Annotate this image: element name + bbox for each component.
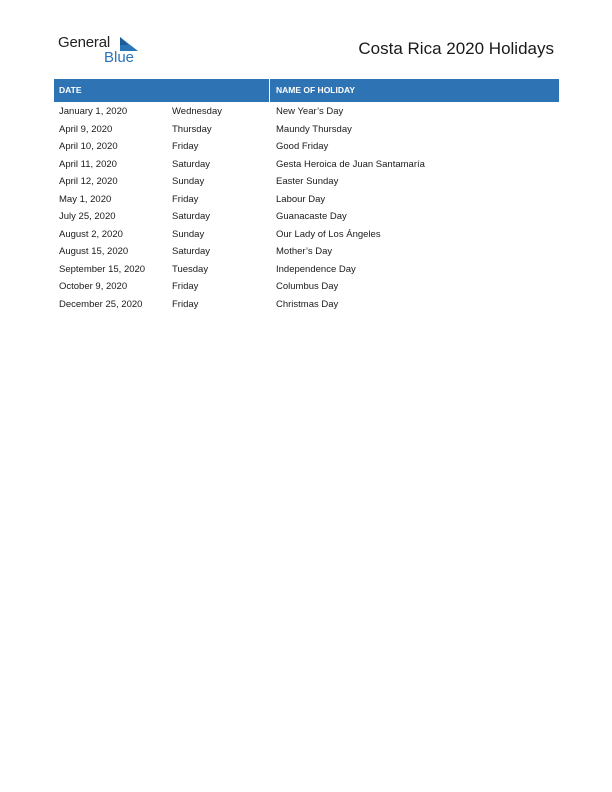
table-row: [54, 278, 559, 296]
holiday-date: October 9, 2020: [59, 281, 128, 292]
holiday-name: Good Friday: [276, 141, 329, 152]
table-row: [54, 243, 559, 261]
holiday-date: December 25, 2020: [59, 298, 143, 310]
table-row: [54, 296, 559, 314]
holiday-weekday: Saturday: [172, 246, 211, 257]
holiday-weekday: Saturday: [172, 211, 211, 222]
logo: [58, 34, 148, 68]
holiday-name: Christmas Day: [276, 298, 339, 310]
holiday-date: April 11, 2020: [59, 158, 117, 170]
holiday-name: Labour Day: [276, 193, 326, 205]
holiday-date: August 15, 2020: [59, 246, 129, 257]
holiday-name: Maundy Thursday: [276, 123, 352, 135]
table-row: [54, 121, 559, 139]
holiday-date: April 12, 2020: [59, 176, 118, 187]
holiday-date: July 25, 2020: [59, 211, 116, 222]
logo-text-blue: Blue: [104, 49, 135, 66]
table-header: [54, 79, 559, 102]
holiday-weekday: Friday: [172, 281, 199, 292]
holiday-name: Our Lady of Los Ángeles: [276, 228, 381, 240]
table-row: [54, 138, 559, 156]
holiday-name: Gesta Heroica de Juan Santamaría: [276, 158, 425, 170]
holiday-table: [54, 79, 559, 313]
holiday-weekday: Thursday: [172, 123, 212, 135]
holiday-date: April 9, 2020: [59, 123, 113, 135]
holiday-name: New Year’s Day: [276, 106, 344, 117]
holiday-date: January 1, 2020: [59, 106, 128, 117]
header-holiday-name: NAME OF HOLIDAY: [276, 85, 356, 95]
table-body: [54, 102, 559, 313]
table-row: [54, 156, 559, 174]
holiday-weekday: Friday: [172, 193, 199, 205]
holiday-weekday: Wednesday: [172, 106, 222, 117]
holiday-weekday: Saturday: [172, 158, 211, 170]
holiday-name: Easter Sunday: [276, 176, 339, 187]
holiday-weekday: Friday: [172, 141, 199, 152]
holiday-weekday: Friday: [172, 298, 199, 310]
holiday-name: Independence Day: [276, 263, 356, 275]
holiday-weekday: Sunday: [172, 228, 205, 240]
holiday-date: May 1, 2020: [59, 193, 112, 205]
logo-text-general: General: [58, 34, 110, 51]
holiday-weekday: Sunday: [172, 176, 205, 187]
table-row: [54, 261, 559, 279]
holiday-weekday: Tuesday: [172, 263, 209, 275]
holiday-date: April 10, 2020: [59, 141, 118, 152]
page-title: Costa Rica 2020 Holidays: [358, 39, 554, 58]
table-row: [54, 103, 559, 121]
holiday-name: Guanacaste Day: [276, 211, 347, 222]
table-row: [54, 208, 559, 226]
holiday-name: Mother’s Day: [276, 246, 333, 257]
holiday-date: September 15, 2020: [59, 263, 146, 275]
table-row: [54, 226, 559, 244]
table-row: [54, 191, 559, 209]
header-date: DATE: [59, 85, 82, 95]
holiday-name: Columbus Day: [276, 281, 339, 292]
table-row: [54, 173, 559, 191]
header-divider: [269, 79, 270, 102]
holiday-date: August 2, 2020: [59, 228, 123, 240]
